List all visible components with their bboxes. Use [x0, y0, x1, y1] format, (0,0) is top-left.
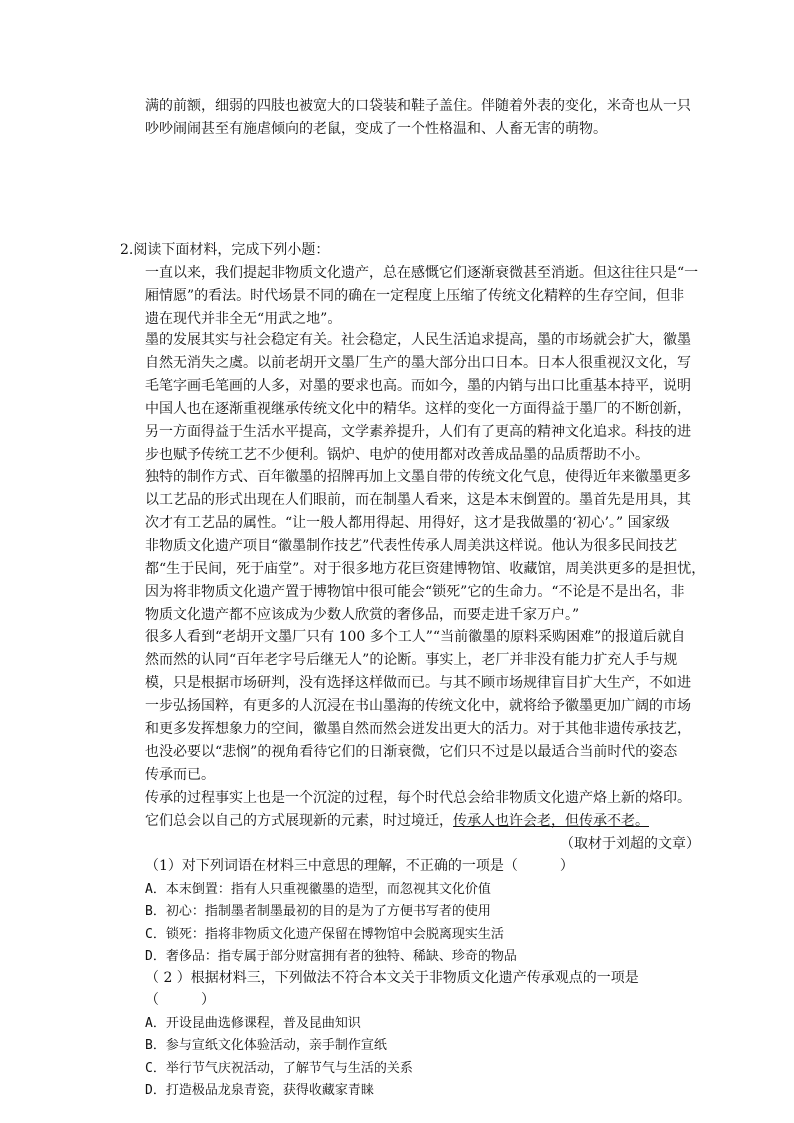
top-paragraph-line: 吵吵闹闹甚至有施虐倾向的老鼠，变成了一个性格温和、人畜无害的萌物。	[145, 121, 607, 137]
sub-question-2-option-d: D．打造极品龙泉青瓷，获得收藏家青睐	[145, 1083, 374, 1098]
sub-question-1-option-a: A．本末倒置：指有人只重视徽墨的造型，而忽视其文化价值	[145, 882, 491, 897]
material-line: 毛笔字画毛笔画的人多，对墨的要求也高。而如今，墨的内销与出口比重基本持平，说明	[145, 378, 691, 394]
attribution: （取材于刘超的文章）	[560, 836, 700, 852]
material-line: 一步弘扬国粹，有更多的人沉浸在书山墨海的传统文化中，就将给予徽墨更加广阔的市场	[145, 698, 691, 714]
sub-question-1-option-c: C．锁死：指将非物质文化遗产保留在博物馆中会脱离现实生活	[145, 927, 504, 942]
material-line: 非物质文化遗产项目“徽墨制作技艺”代表性传承人周美洪这样说。他认为很多民间技艺	[145, 538, 678, 554]
material-line: 传承而已。	[145, 767, 215, 783]
material-line: 因为将非物质文化遗产置于博物馆中很可能会“锁死”它的生命力。“不论是不是出名，非	[145, 584, 685, 600]
sub-question-2-option-b: B．参与宣纸文化体验活动，亲手制作宣纸	[145, 1038, 387, 1053]
material-line: 很多人看到“老胡开文墨厂只有 100 多个工人”“当前徽墨的原料采购困难”的报道后就自	[145, 629, 686, 645]
sub-question-2-stem: （ 2 ）根据材料三，下列做法不符合本文关于非物质文化遗产传承观点的一项是	[145, 970, 639, 986]
material-line: 墨的发展其实与社会稳定有关。社会稳定，人民生活追求提高，墨的市场就会扩大，徽墨	[145, 332, 691, 348]
top-paragraph-line: 满的前额，细弱的四肢也被宽大的口袋装和鞋子盖住。伴随着外表的变化，米奇也从一只	[145, 98, 691, 114]
material-line: 和更多发挥想象力的空间，徽墨自然而然会迸发出更大的活力。对于其他非遗传承技艺，	[145, 721, 691, 737]
material-line: 次才有工艺品的属性。“让一般人都用得起、用得好，这才是我做墨的‘初心’。” 国家级	[145, 515, 670, 531]
sub-question-2-option-c: C．举行节气庆祝活动，了解节气与生活的关系	[145, 1061, 413, 1076]
material-line: 另一方面得益于生活水平提高，文学素养提升，人们有了更高的精神文化追求。科技的进	[145, 424, 691, 440]
sub-question-2-stem-cont: （ ）	[145, 992, 215, 1008]
material-line: 独特的制作方式、百年徽墨的招牌再加上文墨自带的传统文化气息，使得近年来徽墨更多	[145, 469, 691, 485]
material-line: 都“生于民间，死于庙堂”。对于很多地方花巨资建博物馆、收藏馆，周美洪更多的是担忧，	[145, 561, 705, 577]
material-line: 自然无消失之虞。以前老胡开文墨厂生产的墨大部分出口日本。日本人很重视汉文化，写	[145, 355, 691, 371]
last-line-plain: 它们总会以自己的方式展现新的元素，时过境迁，	[145, 813, 453, 829]
material-line: 中国人也在逐渐重视继承传统文化中的精华。这样的变化一方面得益于墨厂的不断创新，	[145, 401, 691, 417]
material-line: 也没必要以“悲悯”的视角看待它们的日渐衰微，它们只不过是以最适合当前时代的姿态	[145, 744, 678, 760]
material-line: 传承的过程事实上也是一个沉淀的过程，每个时代总会给非物质文化遗产烙上新的烙印。	[145, 790, 691, 806]
material-line: 模，只是根据市场研判，没有选择这样做而已。与其不顾市场规律盲目扩大生产，不如进	[145, 675, 691, 691]
material-line: 遗在现代并非全无“用武之地”。	[145, 311, 342, 327]
material-line: 厢情愿”的看法。时代场景不同的确在一定程度上压缩了传统文化精粹的生存空间，但非	[145, 288, 685, 304]
material-line: 以工艺品的形式出现在人们眼前，而在制墨人看来，这是本末倒置的。墨首先是用具，其	[145, 492, 691, 508]
material-line: 然而然的认同“百年老字号后继无人”的论断。事实上，老厂并非没有能力扩充人手与规	[145, 652, 678, 668]
sub-question-1-stem: （1）对下列词语在材料三中意思的理解，不正确的一项是（ ）	[145, 858, 574, 874]
material-last-line	[145, 811, 705, 832]
last-line-underlined: 传承人也许会老，但传承不老。	[453, 813, 649, 829]
sub-question-1-option-b: B．初心：指制墨者制墨最初的目的是为了方便书写者的使用	[145, 904, 491, 919]
question-2-heading: 2.阅读下面材料，完成下列小题：	[120, 242, 330, 258]
sub-question-1-option-d: D．奢侈品：指专属于部分财富拥有者的独特、稀缺、珍奇的物品	[145, 949, 517, 964]
material-line: 步也赋予传统工艺不少便利。锅炉、电炉的使用都对改善成品墨的品质帮助不小。	[145, 447, 649, 463]
material-line: 一直以来，我们提起非物质文化遗产，总在感慨它们逐渐衰微甚至消逝。但这往往只是“一	[145, 265, 699, 281]
material-line: 物质文化遗产都不应该成为少数人欣赏的奢侈品，而要走进千家万户。”	[145, 607, 580, 623]
sub-question-2-option-a: A．开设昆曲选修课程，普及昆曲知识	[145, 1016, 361, 1031]
